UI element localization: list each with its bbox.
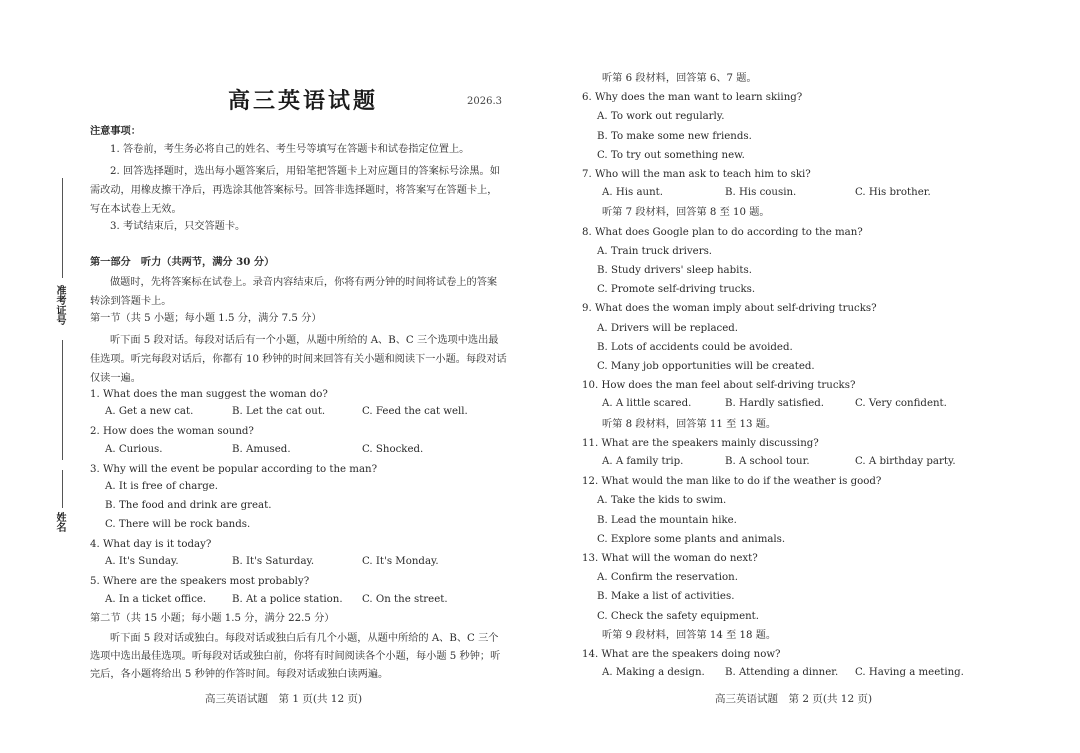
question-2: 2. How does the woman sound? [90,426,254,437]
question-5: 5. Where are the speakers most probably? [90,576,310,587]
listening-instruction: 听第 6 段材料，回答第 6、7 题。 [602,73,757,84]
option: C. There will be rock bands. [105,519,251,530]
option: B. Hardly satisfied. [725,398,825,409]
question-1: 1. What does the man suggest the woman do? [90,389,328,400]
option: C. Feed the cat well. [362,406,468,417]
option: A. Curious. [105,444,163,455]
option: C. Explore some plants and animals. [597,534,786,545]
option: B. Let the cat out. [232,406,326,417]
page-2 [540,0,1080,753]
option: C. Promote self-driving trucks. [597,284,756,295]
name-label: 姓名 [54,512,65,532]
option: B. Attending a dinner. [725,667,839,678]
question: 14. What are the speakers doing now? [582,649,781,660]
option: B. At a police station. [232,594,343,605]
option: B. Make a list of activities. [597,591,735,602]
option: B. To make some new friends. [597,131,752,142]
option: B. Amused. [232,444,291,455]
question: 6. Why does the man want to learn skiing? [582,92,803,103]
question: 9. What does the woman imply about self-driving trucks? [582,303,877,314]
option: C. Very confident. [855,398,947,409]
option: B. It's Saturday. [232,556,315,567]
option: C. A birthday party. [855,456,956,467]
option: A. Take the kids to swim. [597,495,727,506]
section1-intro: 听下面 5 段对话。每段对话后有一个小题，从题中所给的 A、B、C 三个选项中选出最佳选项。听完每段对话后，你都有 10 秒钟的时间来回答有关小题和阅读下一小题。每段对话仅读一遍。 [90,335,507,384]
option: C. On the street. [362,594,448,605]
page-footer: 高三英语试题 第 1 页(共 12 页) [205,693,363,705]
part1-intro: 做题时，先将答案标在试卷上。录音内容结束后，你将有两分钟的时间将试卷上的答案转涂到答题卡上。 [90,277,498,307]
part1-heading: 第一部分 听力（共两节，满分 30 分） [90,256,275,268]
option: A. Making a design. [602,667,705,678]
listening-instruction: 听第 9 段材料，回答第 14 至 18 题。 [602,630,777,641]
option: A. Train truck drivers. [597,246,713,257]
option: B. The food and drink are great. [105,500,272,511]
question: 11. What are the speakers mainly discussing? [582,438,819,449]
listening-instruction: 听第 8 段材料，回答第 11 至 13 题。 [602,419,777,430]
option: C. Many job opportunities will be created. [597,361,815,372]
option: C. It's Monday. [362,556,439,567]
notice-1: 1. 答卷前，考生务必将自己的姓名、考生号等填写在答题卡和试卷指定位置上。 [110,144,470,155]
option: A. To work out regularly. [597,111,725,122]
question: 12. What would the man like to do if the weather is good? [582,476,882,487]
page-footer: 高三英语试题 第 2 页(共 12 页) [715,693,873,705]
option: A. In a ticket office. [105,594,207,605]
question: 8. What does Google plan to do according to the man? [582,227,863,238]
option: A. A family trip. [602,456,684,467]
section2-heading: 第二节（共 15 小题；每小题 1.5 分，满分 22.5 分） [90,613,335,624]
option: B. His cousin. [725,187,797,198]
option: B. Study drivers' sleep habits. [597,265,752,276]
listening-instruction: 听第 7 段材料，回答第 8 至 10 题。 [602,207,770,218]
notice-3: 3. 考试结束后，只交答题卡。 [110,221,246,232]
option: A. His aunt. [602,187,663,198]
section2-intro: 听下面 5 段对话或独白。每段对话或独白后有几个小题，从题中所给的 A、B、C 三个选项中选出最佳选项。听每段对话或独白前，你将有时间阅读各个小题，每小题 5 秒钟；听完后，各小题将给出 5 秒钟的作答时间。每段对话或独白读两遍。 [90,633,501,680]
option: A. It is free of charge. [105,481,218,492]
option: A. Confirm the reservation. [597,572,738,583]
option: A. Drivers will be replaced. [597,323,739,334]
question-3: 3. Why will the event be popular according to the man? [90,464,378,475]
option: C. His brother. [855,187,931,198]
option: A. Get a new cat. [105,406,194,417]
option: A. A little scared. [602,398,692,409]
section1-heading: 第一节（共 5 小题；每小题 1.5 分，满分 7.5 分） [90,313,322,324]
exam-date: 2026.3 [467,96,502,107]
option: B. A school tour. [725,456,810,467]
option: B. Lead the mountain hike. [597,515,737,526]
option: C. Having a meeting. [855,667,964,678]
question-4: 4. What day is it today? [90,539,212,550]
option: C. To try out something new. [597,150,745,161]
option: A. It's Sunday. [105,556,179,567]
question: 13. What will the woman do next? [582,553,758,564]
question: 7. Who will the man ask to teach him to ski? [582,169,811,180]
option: C. Shocked. [362,444,424,455]
notice-2: 2. 回答选择题时，选出每小题答案后，用铅笔把答题卡上对应题目的答案标号涂黑。如需改动，用橡皮擦干净后，再选涂其他答案标号。回答非选择题时，将答案写在答题卡上，写在本试卷上无效。 [90,166,500,215]
option: B. Lots of accidents could be avoided. [597,342,793,353]
exam-number-label: 准考证号 [54,285,65,325]
notice-heading: 注意事项： [90,125,141,137]
option: C. Check the safety equipment. [597,611,759,622]
exam-title: 高三英语试题 [228,88,379,114]
question: 10. How does the man feel about self-driving trucks? [582,380,856,391]
